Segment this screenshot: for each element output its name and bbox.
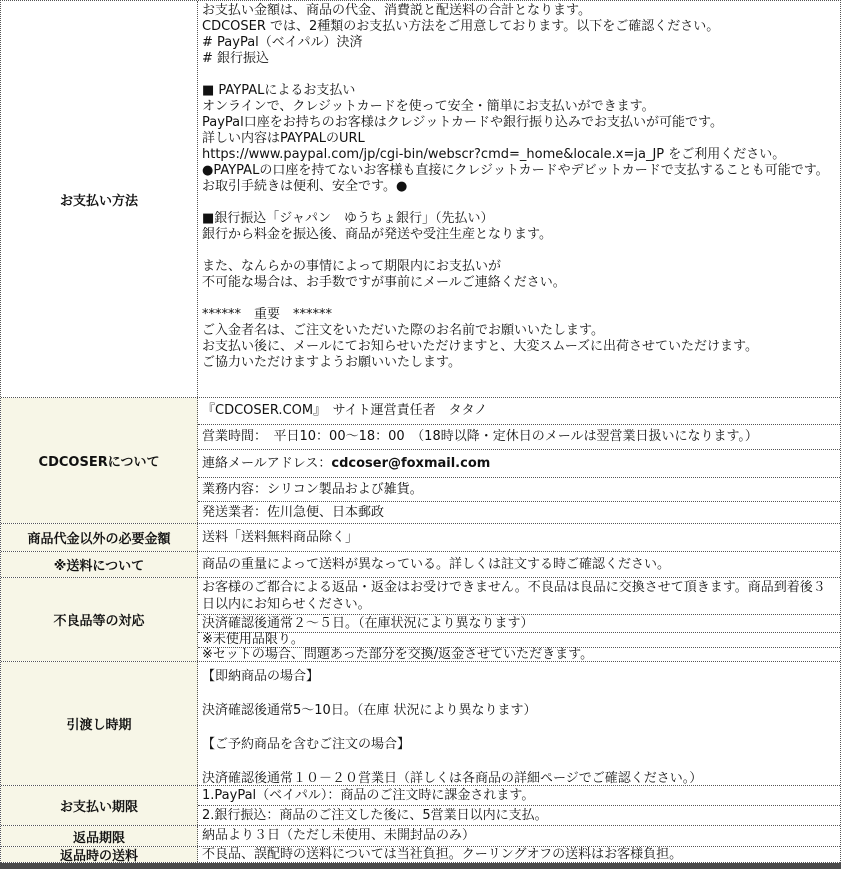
text-line: ご入金者名は、ご注文をいただいた際のお名前でお願いいたします。 [202,323,604,338]
cell-return-deadline [198,826,840,846]
paypal-url-line: https://www.paypal.com/jp/cgi-bin/webscr?cmd=_home&locale.x=ja_JP をご利用ください。 [202,147,786,162]
cell-return-shipping [198,847,840,862]
row-payment-deadline [1,786,840,826]
label-text: ※送料について [53,559,145,574]
extra-fees-text: 送料「送料無料商品除く」 [202,529,359,545]
text-line: ■銀行振込「ジャパン ゆうちょ銀行」（先払い） [202,211,494,226]
blank-line [202,195,836,211]
row-defective-items [1,578,840,662]
text-line: # 銀行振込 [202,51,270,66]
blank-line [202,243,836,259]
text-line: ご協力いただけますようお願いいたします。 [202,355,461,370]
return-shipping-text: 不良品、誤配時の送料については当社負担。クーリングオフの送料はお客様負担。 [202,847,683,862]
defective-unused-only: ※未使用品限り。 [198,633,840,648]
defective-set-policy: ※セットの場合、問題あった部分を交換/返金させていただきます。 [202,647,594,662]
label-text: 返品期限 [72,830,125,846]
row-label-extra-fees [1,524,198,551]
label-text: 返品時の送料 [59,849,138,863]
text-line: 不可能な場合は、お手数ですが事前にメールご連絡ください。 [202,275,566,290]
text-line: また、なんらかの事情によって期限内にお支払いが [202,259,502,274]
defective-policy-text: お客様のご都合による返品・返金はお受けできません。不良品は良品に交換させて頂きます。商品到着後３日以内にお知らせください。 [198,578,840,615]
label-text: 引渡し時期 [66,718,132,733]
blank-line [202,719,836,736]
label-text: 商品代金以外の必要金額 [27,532,171,547]
text-line: 【即納商品の場合】 [202,669,320,684]
about-business-hours: 営業時間： 平日10：00～18：00 （18時以降・定休日のメールは翌営業日扱いになります。） [198,425,840,450]
deadline-paypal: 1.PayPal（ベイパル）：商品のご注文時に課金されます。 [198,786,840,806]
blank-line [202,291,836,307]
cell-about [198,398,840,523]
text-line: ●PAYPALの口座を持てないお客様も直接にクレジットカードやデビットカードで支払することも可能です。 [202,163,829,178]
label-text: お支払い期限 [59,800,138,815]
text-line: 【ご予約商品を含むご注文の場合】 [202,737,411,752]
text-line: お支払い後に、メールにてお知らせいただけますと、大変スムーズに出荷させていただけます。 [202,339,759,354]
about-shippers: 発送業者：佐川急便、日本郵政 [202,504,385,520]
about-site-operator: 『CDCOSER.COM』 サイト運営責任者 タタノ [198,398,840,425]
row-return-shipping [1,847,840,863]
label-text: CDCOSERについて [38,455,160,470]
text-line: お支払い金額は、商品の代金、消費説と配送料の合計となります。 [202,3,591,18]
deadline-bank-transfer: 2.銀行振込：商品のご注文した後に、5営業日以内に支払。 [202,807,548,823]
row-about [1,398,840,524]
row-label-delivery-time [1,662,198,785]
cell-defective-items [198,578,840,661]
text-line: ■ PAYPALによるお支払い [202,83,356,98]
defective-processing-time: 決済確認後通常２～５日。（在庫状況により異なります） [198,615,840,633]
text-line: PayPal口座をお持ちのお客様はクレジットカードや銀行振り込みでお支払いが可能です。 [202,115,723,130]
blank-line [202,753,836,770]
cell-payment-deadline [198,786,840,825]
cell-delivery-time [198,662,840,785]
label-text: お支払い方法 [59,193,138,209]
text-line: オンラインで、クレジットカードを使って安全・簡単にお支払いができます。 [202,99,655,114]
return-deadline-text: 納品より３日（ただし未使用、未開封品のみ） [202,828,476,843]
row-payment-method [1,1,840,398]
shipping-note-text: 商品の重量によって送料が異なっている。詳しくは註文する時ご確認ください。 [202,556,671,572]
text-line: # PayPal（ベイパル）決済 [202,35,363,50]
important-marker-line: ****** 重要 ****** [202,307,333,322]
blank-line [202,685,836,702]
row-label-about [1,398,198,523]
label-text: 不良品等の対応 [53,614,145,629]
email-address: cdcoser@foxmail.com [331,455,491,471]
row-label-payment-method [1,1,198,397]
about-contact-email [198,450,840,478]
text-line: 銀行から料金を振込後、商品が発送や受注生産となります。 [202,227,552,242]
text-line: 詳しい内容はPAYPALのURL [202,131,365,146]
email-label: 連絡メールアドレス： [202,455,332,471]
row-label-defective-items [1,578,198,661]
row-return-deadline [1,826,840,847]
about-business-content: 業務内容：シリコン製品および雑貨。 [198,478,840,502]
row-shipping-note [1,552,840,578]
text-line: 決済確認後通常１０－２０営業日（詳しくは各商品の詳細ページでご確認ください。） [202,771,703,786]
row-extra-fees [1,524,840,552]
cell-shipping-note [198,552,840,577]
row-label-return-deadline [1,826,198,846]
text-line: お取引手続きは便利、安全です。● [202,179,408,194]
text-line: CDCOSER では、2種類のお支払い方法をご用意しております。以下をご確認ください。 [202,19,720,34]
row-label-shipping-note [1,552,198,577]
cell-payment-method [198,1,840,397]
text-line: 決済確認後通常5～10日。（在庫 状況により異なります） [202,703,537,718]
row-delivery-time [1,662,840,786]
blank-line [202,67,836,83]
bottom-divider-bar [0,863,841,869]
row-label-return-shipping [1,847,198,862]
row-label-payment-deadline [1,786,198,825]
cell-extra-fees [198,524,840,551]
